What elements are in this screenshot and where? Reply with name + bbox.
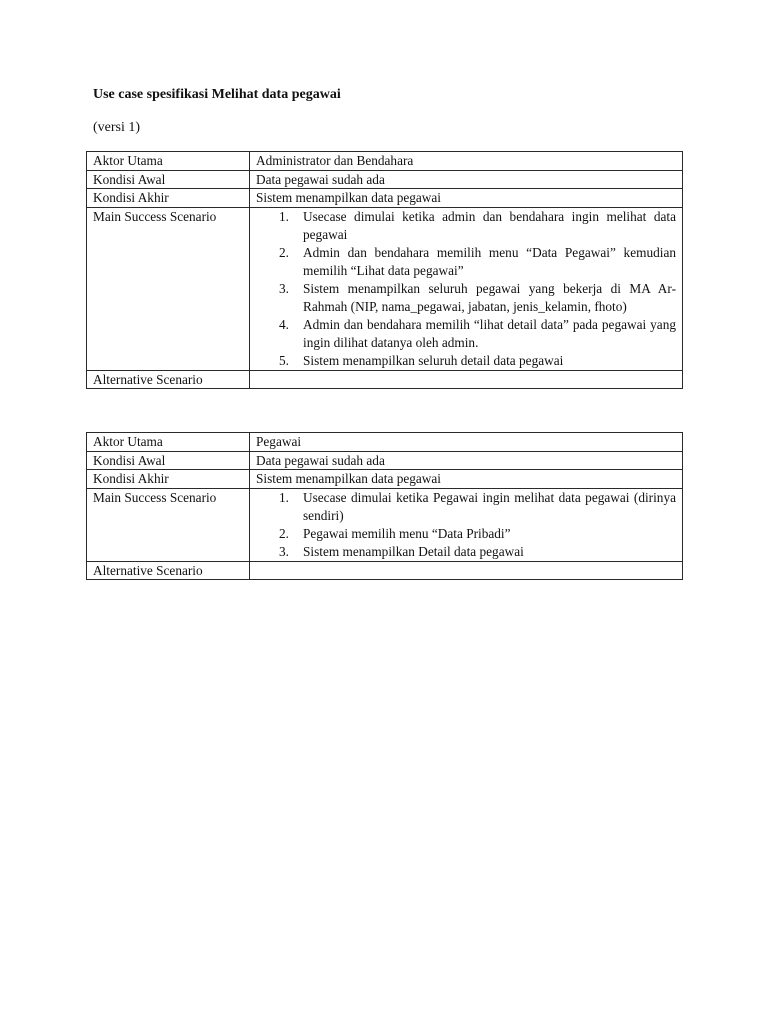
main-scenario-steps xyxy=(250,488,683,561)
table-row xyxy=(87,561,683,580)
kondisi-akhir-label: Kondisi Akhir xyxy=(87,470,250,489)
kondisi-awal-value: Data pegawai sudah ada xyxy=(250,451,683,470)
table-row xyxy=(87,207,683,370)
scenario-step xyxy=(256,352,676,370)
step-text: Sistem menampilkan seluruh detail data pegawai xyxy=(303,352,564,368)
step-text: Admin dan bendahara memilih “lihat detail data” pada pegawai yang ingin dilihat datanya oleh admin. xyxy=(303,316,676,350)
kondisi-akhir-label: Kondisi Akhir xyxy=(87,189,250,208)
kondisi-akhir-value: Sistem menampilkan data pegawai xyxy=(250,470,683,489)
table-row xyxy=(87,451,683,470)
step-number: 3. xyxy=(279,280,289,296)
scenario-step xyxy=(256,208,676,244)
step-number: 4. xyxy=(279,316,289,332)
kondisi-awal-label: Kondisi Awal xyxy=(87,451,250,470)
table-row xyxy=(87,152,683,171)
table-row xyxy=(87,488,683,561)
scenario-step xyxy=(256,280,676,316)
document-title: Use case spesifikasi Melihat data pegawai xyxy=(93,87,341,102)
scenario-step-list xyxy=(256,208,676,370)
step-number: 1. xyxy=(279,208,289,224)
scenario-step xyxy=(256,489,676,525)
scenario-step-list xyxy=(256,489,676,561)
step-text: Sistem menampilkan Detail data pegawai xyxy=(303,543,524,559)
alternative-scenario-value xyxy=(250,561,683,580)
use-case-table-admin xyxy=(86,151,683,389)
step-text: Usecase dimulai ketika admin dan bendahara ingin melihat data pegawai xyxy=(303,208,676,242)
table-row xyxy=(87,189,683,208)
step-number: 2. xyxy=(279,244,289,260)
document-version: (versi 1) xyxy=(93,120,141,135)
step-number: 2. xyxy=(279,525,289,541)
aktor-utama-value: Pegawai xyxy=(250,433,683,452)
main-scenario-label: Main Success Scenario xyxy=(87,207,250,370)
step-text: Admin dan bendahara memilih menu “Data Pegawai” kemudian memilih “Lihat data pegawai” xyxy=(303,244,676,278)
kondisi-awal-value: Data pegawai sudah ada xyxy=(250,170,683,189)
step-text: Pegawai memilih menu “Data Pribadi” xyxy=(303,525,511,541)
step-text: Usecase dimulai ketika Pegawai ingin melihat data pegawai (dirinya sendiri) xyxy=(303,489,676,523)
alternative-scenario-value xyxy=(250,370,683,389)
scenario-step xyxy=(256,244,676,280)
table-row xyxy=(87,170,683,189)
alternative-scenario-label: Alternative Scenario xyxy=(87,561,250,580)
step-text: Sistem menampilkan seluruh pegawai yang bekerja di MA Ar-Rahmah (NIP, nama_pegawai, jabatan, jenis_kelamin, fhoto) xyxy=(303,280,676,314)
table-row xyxy=(87,433,683,452)
scenario-step xyxy=(256,316,676,352)
step-number: 1. xyxy=(279,489,289,505)
table-row xyxy=(87,470,683,489)
main-scenario-steps xyxy=(250,207,683,370)
scenario-step xyxy=(256,525,676,543)
aktor-utama-value: Administrator dan Bendahara xyxy=(250,152,683,171)
step-number: 3. xyxy=(279,543,289,559)
aktor-utama-label: Aktor Utama xyxy=(87,152,250,171)
main-scenario-label: Main Success Scenario xyxy=(87,488,250,561)
table-row xyxy=(87,370,683,389)
kondisi-akhir-value: Sistem menampilkan data pegawai xyxy=(250,189,683,208)
step-number: 5. xyxy=(279,352,289,368)
alternative-scenario-label: Alternative Scenario xyxy=(87,370,250,389)
scenario-step xyxy=(256,543,676,561)
use-case-table-pegawai xyxy=(86,432,683,580)
aktor-utama-label: Aktor Utama xyxy=(87,433,250,452)
kondisi-awal-label: Kondisi Awal xyxy=(87,170,250,189)
